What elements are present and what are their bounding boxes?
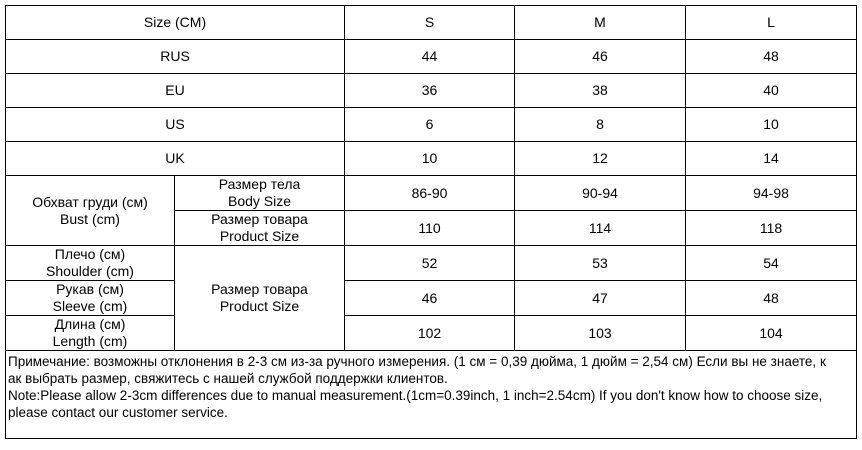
length-label-ru: Длина (см): [54, 316, 126, 332]
note-cell: [6, 351, 857, 439]
table-cell: 104: [686, 316, 857, 351]
product-size-label-en: Product Size: [219, 228, 300, 244]
table-row: [6, 142, 857, 176]
table-cell: 86-90: [345, 176, 515, 211]
table-row: [6, 316, 857, 351]
table-row: [6, 108, 857, 142]
table-cell: 8: [515, 108, 686, 142]
table-cell: 110: [345, 211, 515, 246]
table-row: [6, 281, 857, 316]
table-cell: 10: [345, 142, 515, 176]
note-row: [6, 351, 857, 439]
table-cell: 54: [686, 246, 857, 281]
sleeve-label-ru: Рукав (см): [56, 281, 124, 297]
table-row: [6, 40, 857, 74]
table-cell: 40: [686, 74, 857, 108]
size-header-l: L: [686, 6, 857, 40]
body-size-label: [175, 176, 345, 211]
size-header-m: M: [515, 6, 686, 40]
length-label-en: Length (cm): [52, 333, 128, 349]
note-en-line-1: Note:Please allow 2-3cm differences due to manual measurement.(1cm=0.39inch, 1 inch=2.54cm) If you don't know how to choose size,: [8, 388, 823, 403]
table-cell: 47: [515, 281, 686, 316]
measurement-type-en: Product Size: [219, 298, 300, 314]
shoulder-label: [6, 246, 175, 281]
sleeve-label: [6, 281, 175, 316]
shoulder-label-ru: Плечо (см): [54, 246, 126, 262]
sleeve-label-en: Sleeve (cm): [52, 298, 128, 314]
bust-label-ru: Обхват груди (см): [32, 193, 148, 210]
table-row: [6, 176, 857, 211]
table-cell: 103: [515, 316, 686, 351]
product-size-label: [175, 211, 345, 246]
bust-label-en: Bust (cm): [60, 210, 120, 227]
size-header-s: S: [345, 6, 515, 40]
table-cell: 38: [515, 74, 686, 108]
table-cell: 12: [515, 142, 686, 176]
table-cell: 102: [345, 316, 515, 351]
product-size-label-ru: Размер товара: [211, 211, 308, 227]
bust-label: [6, 176, 175, 246]
row-label-us: US: [6, 108, 345, 142]
header-row: [6, 6, 857, 40]
table-row: [6, 246, 857, 281]
table-cell: 53: [515, 246, 686, 281]
note-ru-line-1: Примечание: возможны отклонения в 2-3 см из-за ручного измерения. (1 см = 0,39 дюйма, 1 дюйм = 2,54 см) Если вы не знаете, к: [8, 354, 826, 369]
table-cell: 6: [345, 108, 515, 142]
table-cell: 90-94: [515, 176, 686, 211]
table-cell: 14: [686, 142, 857, 176]
size-header-label: Size (CM): [6, 6, 345, 40]
body-size-label-en: Body Size: [227, 193, 292, 209]
body-size-label-ru: Размер тела: [218, 176, 301, 192]
measurement-type-label: [175, 246, 345, 351]
table-cell: 94-98: [686, 176, 857, 211]
note-ru-line-2: ак выбрать размер, свяжитесь с нашей службой поддержки клиентов.: [8, 371, 448, 386]
table-cell: 46: [515, 40, 686, 74]
shoulder-label-en: Shoulder (cm): [46, 263, 134, 279]
table-cell: 44: [345, 40, 515, 74]
row-label-uk: UK: [6, 142, 345, 176]
row-label-rus: RUS: [6, 40, 345, 74]
size-chart-table: [5, 5, 857, 439]
table-cell: 114: [515, 211, 686, 246]
table-cell: 118: [686, 211, 857, 246]
measurement-type-ru: Размер товара: [211, 281, 308, 297]
note-en-line-2: please contact our customer service.: [8, 405, 228, 420]
table-cell: 48: [686, 281, 857, 316]
row-label-eu: EU: [6, 74, 345, 108]
table-cell: 46: [345, 281, 515, 316]
table-row: [6, 74, 857, 108]
length-label: [6, 316, 175, 351]
table-cell: 48: [686, 40, 857, 74]
table-cell: 52: [345, 246, 515, 281]
table-cell: 36: [345, 74, 515, 108]
table-cell: 10: [686, 108, 857, 142]
